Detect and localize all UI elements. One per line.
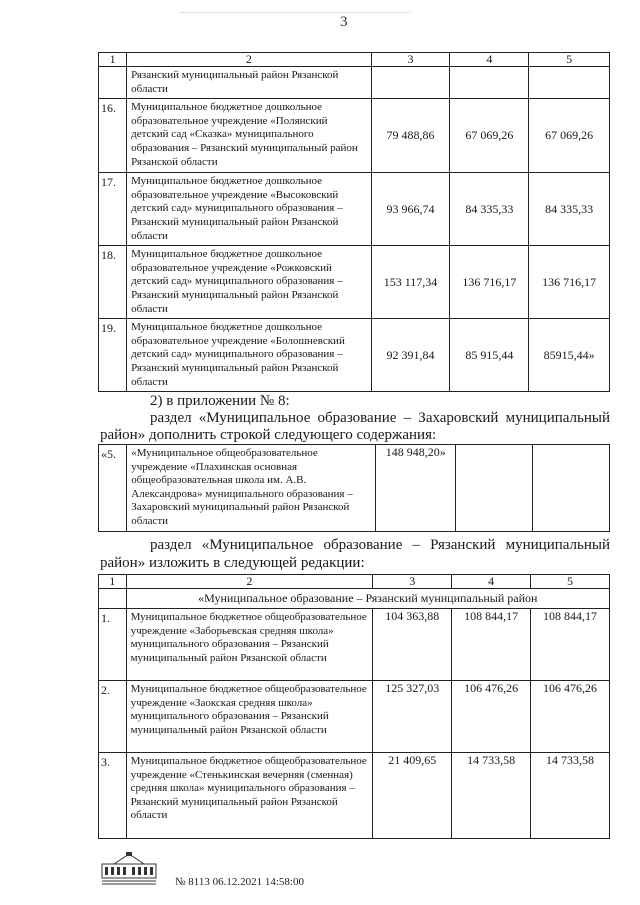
institution-name: Муниципальное бюджетное дошкольное образовательное учреждение «Рожковский детский сад» муниципального образования – Рязанский муниципальный район Рязанской области [127, 246, 371, 319]
paragraph-ryazansky-line2: район» изложить в следующей редакции: [100, 555, 365, 571]
registration-stamp: № 8113 06.12.2021 14:58:00 [175, 876, 304, 888]
value-col5: 108 844,17 [531, 609, 610, 681]
table-row [99, 753, 610, 839]
col-header-5: 5 [531, 575, 610, 589]
building-logo-icon [100, 852, 158, 886]
table-row [99, 246, 610, 319]
value-col4: 84 335,33 [450, 173, 529, 246]
value-col5: 84 335,33 [529, 173, 610, 246]
value-col4 [456, 445, 533, 532]
table-row [99, 319, 610, 392]
col-header-5: 5 [529, 53, 610, 67]
value-col4: 106 476,26 [452, 681, 531, 753]
table-zakharovsky-row [98, 444, 610, 532]
col-header-1: 1 [99, 53, 127, 67]
row-number: 16. [99, 99, 127, 173]
value-col4: 85 915,44 [450, 319, 529, 392]
institution-name: «Муниципальное общеобразовательное учреждение «Плахинская основная общеобразовательная школа им. А.В. Александрова» муниципального образования – Захаровский муниципальный район Рязанской области [127, 445, 376, 532]
value-col5: 106 476,26 [531, 681, 610, 753]
row-number: 1. [99, 609, 127, 681]
paragraph-appendix-8: 2) в приложении № 8: [150, 393, 290, 409]
col-header-1: 1 [99, 575, 127, 589]
table-row [99, 99, 610, 173]
value-col4: 108 844,17 [452, 609, 531, 681]
institution-name: Муниципальное бюджетное дошкольное образовательное учреждение «Высоковский детский сад» муниципального образования – Рязанский муниципальный район Рязанской области [127, 173, 371, 246]
value-col5: 14 733,58 [531, 753, 610, 839]
value-col3: 104 363,88 [373, 609, 452, 681]
section-title: «Муниципальное образование – Рязанский муниципальный район [126, 589, 609, 609]
col-header-2: 2 [126, 575, 373, 589]
col-header-3: 3 [373, 575, 452, 589]
row-number: 2. [99, 681, 127, 753]
value-col3: 148 948,20» [376, 445, 456, 532]
value-col3: 153 117,34 [371, 246, 450, 319]
table-row [99, 681, 610, 753]
value-col3: 21 409,65 [373, 753, 452, 839]
table-row [99, 445, 610, 532]
institution-name: Муниципальное бюджетное дошкольное образовательное учреждение «Болошневский детский сад» муниципального образования – Рязанский муниципальный район Рязанской области [127, 319, 371, 392]
table-schools-part1 [98, 52, 610, 392]
paragraph-zakharovsky-line1: раздел «Муниципальное образование – Захаровский муниципальный [150, 410, 610, 426]
table-header-row [99, 575, 610, 589]
continuation-text: Рязанский муниципальный район Рязанской области [127, 67, 371, 99]
col-header-4: 4 [450, 53, 529, 67]
value-col3: 92 391,84 [371, 319, 450, 392]
value-col3: 79 488,86 [371, 99, 450, 173]
col-header-2: 2 [127, 53, 371, 67]
table-ryazansky [98, 574, 610, 839]
row-number: 17. [99, 173, 127, 246]
institution-name: Муниципальное бюджетное общеобразовательное учреждение «Заборьевская средняя школа» муниципального образования – Рязанский муниципальный район Рязанской области [126, 609, 373, 681]
value-col5: 136 716,17 [529, 246, 610, 319]
col-header-4: 4 [452, 575, 531, 589]
institution-name: Муниципальное бюджетное общеобразовательное учреждение «Заокская средняя школа» муниципального образования – Рязанский муниципальный район Рязанской области [126, 681, 373, 753]
section-header-row [99, 589, 610, 609]
scan-noise [180, 12, 410, 21]
value-col3: 93 966,74 [371, 173, 450, 246]
value-col5 [533, 445, 610, 532]
col-header-3: 3 [371, 53, 450, 67]
page-number: 3 [340, 14, 348, 30]
value-col5: 67 069,26 [529, 99, 610, 173]
institution-name: Муниципальное бюджетное общеобразовательное учреждение «Стенькинская вечерняя (сменная) средняя школа» муниципального образования – Рязанский муниципальный район Рязанской области [126, 753, 373, 839]
table-header-row [99, 53, 610, 67]
table-row-continuation [99, 67, 610, 99]
institution-name: Муниципальное бюджетное дошкольное образовательное учреждение «Полянский детский сад «Сказка» муниципального образования – Рязанский муниципальный район Рязанской области [127, 99, 371, 173]
row-number: «5. [99, 445, 127, 532]
value-col3: 125 327,03 [373, 681, 452, 753]
value-col4: 67 069,26 [450, 99, 529, 173]
paragraph-zakharovsky-line2: район» дополнить строкой следующего содержания: [100, 427, 437, 443]
row-number: 3. [99, 753, 127, 839]
value-col5: 85915,44» [529, 319, 610, 392]
value-col4: 14 733,58 [452, 753, 531, 839]
paragraph-ryazansky-line1: раздел «Муниципальное образование – Рязанский муниципальный [150, 537, 610, 553]
value-col4: 136 716,17 [450, 246, 529, 319]
table-row [99, 173, 610, 246]
table-row [99, 609, 610, 681]
row-number: 18. [99, 246, 127, 319]
row-number: 19. [99, 319, 127, 392]
